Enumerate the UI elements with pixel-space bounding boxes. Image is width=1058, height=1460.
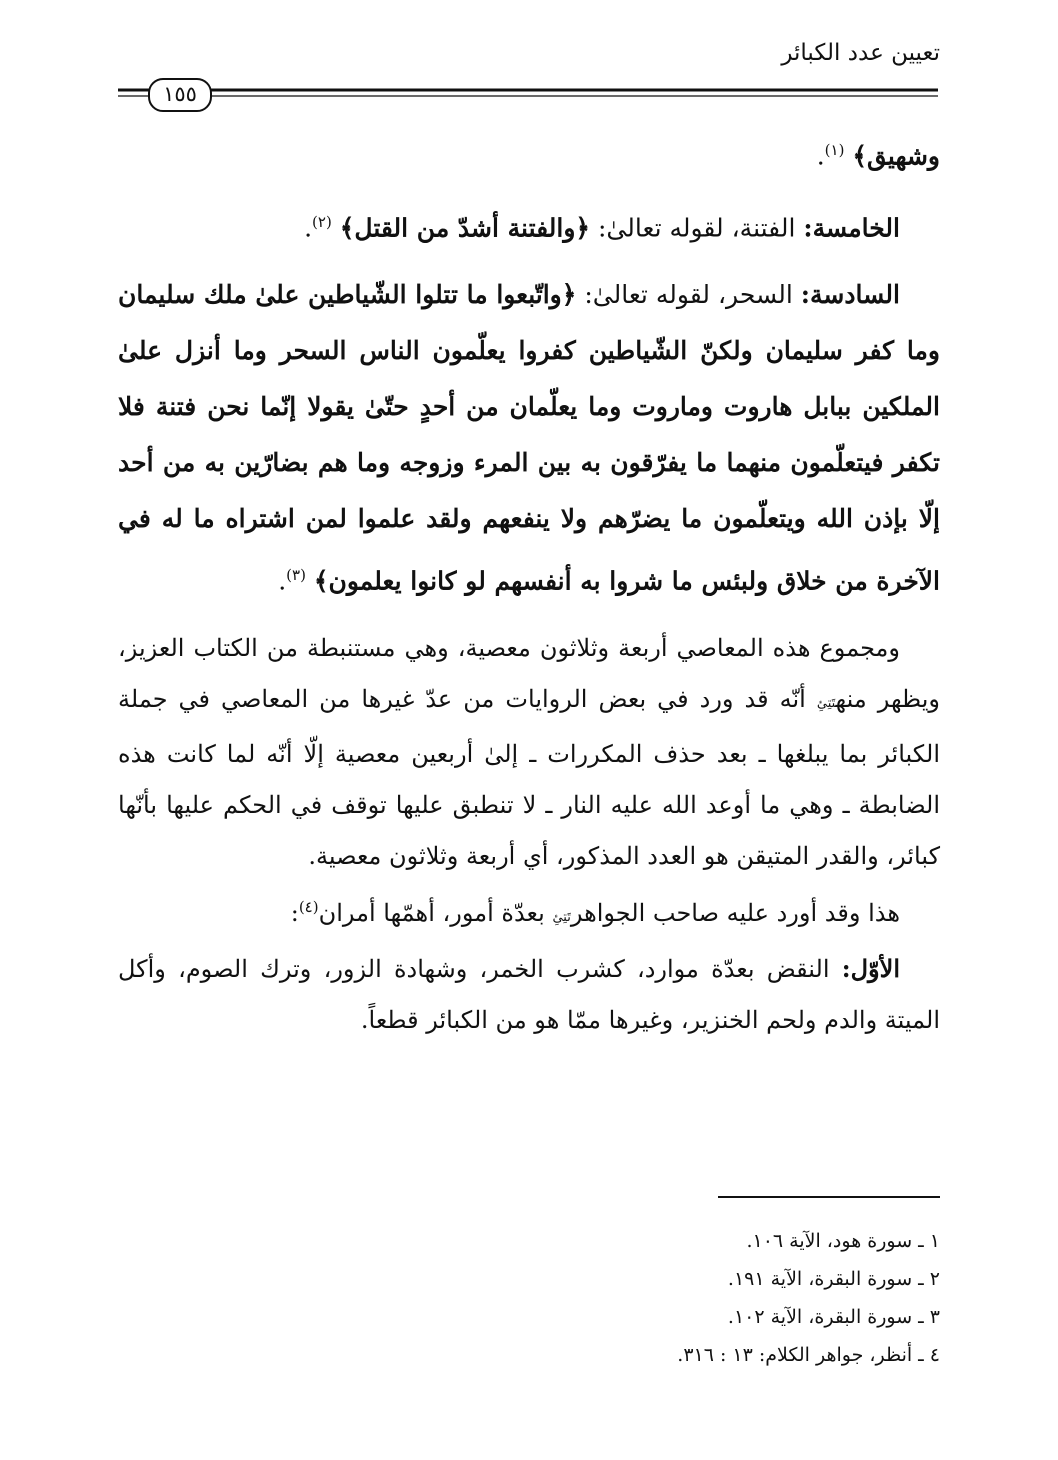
paragraph-text: أنّه قد ورد في بعض الروايات من عدّ غيرها من المعاصي في جملة الكبائر بما يبلغها ـ بعد حذف المكررات ـ إلىٰ أربعين معصية إلّا أنّه لما كانت هذه الضابطة ـ وهي ما أوعد الله عليه النار ـ لا تنطبق عليها توقف في الحكم عليها بأنّها كبائر، والقدر المتيقن هو العدد المذكور، أي أربعة وثلاثون معصية.	[118, 684, 940, 870]
quran-quote: ﴿واتّبعوا ما تتلوا الشّياطين علىٰ ملك سليمان وما كفر سليمان ولكنّ الشّياطين كفروا يعلّمون الناس السحر وما أنزل علىٰ الملكين ببابل هاروت وماروت وما يعلّمان من أحدٍ حتّىٰ يقولا إنّما نحن فتنة فلا تكفر فيتعلّمون منهما ما يفرّقون به بين المرء وزوجه وما هم بضارّين به من أحد إلّا بإذن الله ويتعلّمون ما يضرّهم ولا ينفعهم ولقد علموا لمن اشتراه ما له في الآخرة من خلاق ولبئس ما شروا به أنفسهم لو كانوا يعلمون﴾	[117, 279, 940, 595]
paragraph-1	[118, 122, 940, 184]
footnote-rule	[718, 1196, 940, 1198]
punctuation: .	[304, 213, 313, 243]
paragraph-text: هذا وقد أورد عليه صاحب الجواهر	[570, 898, 900, 927]
paragraph-objection	[118, 882, 940, 943]
main-text	[118, 122, 940, 1046]
section-label: الأوّل:	[841, 953, 900, 983]
header-rule	[118, 84, 938, 102]
paragraph-6th	[118, 267, 940, 609]
section-label: الخامسة:	[803, 213, 900, 243]
section-label: السادسة:	[800, 279, 900, 309]
paragraph-text: بعدّة أمور، أهمّها أمران	[318, 898, 553, 927]
footnote-ref: (٤)	[298, 897, 319, 916]
paragraph-summary	[118, 623, 940, 882]
footnote-ref: (١)	[824, 141, 845, 159]
page-number: ١٥٥	[148, 78, 212, 112]
footnote-4: ٤ ـ أنظر، جواهر الكلام: ١٣ : ٣١٦.	[677, 1344, 940, 1366]
honorific-mark: تَتِئِ	[816, 695, 836, 711]
honorific-mark: تَتِئِ	[552, 909, 571, 925]
quran-quote: ﴿والفتنة أشدّ من القتل﴾	[339, 213, 591, 243]
punctuation: :	[290, 898, 299, 927]
punctuation: .	[816, 141, 825, 171]
footnotes	[340, 1222, 940, 1374]
paragraph-5th	[118, 194, 940, 256]
paragraph-first-point	[118, 943, 940, 1046]
running-title: تعيين عدد الكبائر	[781, 40, 940, 66]
footnote-1: ١ ـ سورة هود، الآية ١٠٦.	[746, 1230, 940, 1252]
footnote-ref: (٣)	[286, 565, 306, 584]
punctuation: .	[278, 565, 287, 595]
paragraph-text: السحر، لقوله تعالىٰ:	[576, 279, 801, 309]
paragraph-text: النقض بعدّة موارد، كشرب الخمر، وشهادة الزور، وترك الصوم، وأكل الميتة والدم ولحم الخنزير، وغيرها ممّا هو من الكبائر قطعاً.	[118, 954, 940, 1034]
paragraph-text: الفتنة، لقوله تعالىٰ:	[590, 213, 804, 243]
footnote-3: ٣ ـ سورة البقرة، الآية ١٠٢.	[727, 1306, 940, 1328]
paragraph-text: ومجموع هذه المعاصي أربعة وثلاثون معصية، وهي مستنبطة من الكتاب العزيز، ويظهر منه	[118, 633, 940, 713]
quran-quote: وشهيق﴾	[852, 141, 940, 171]
footnote-ref: (٢)	[312, 213, 332, 232]
footnote-2: ٢ ـ سورة البقرة، الآية ١٩١.	[727, 1268, 940, 1290]
